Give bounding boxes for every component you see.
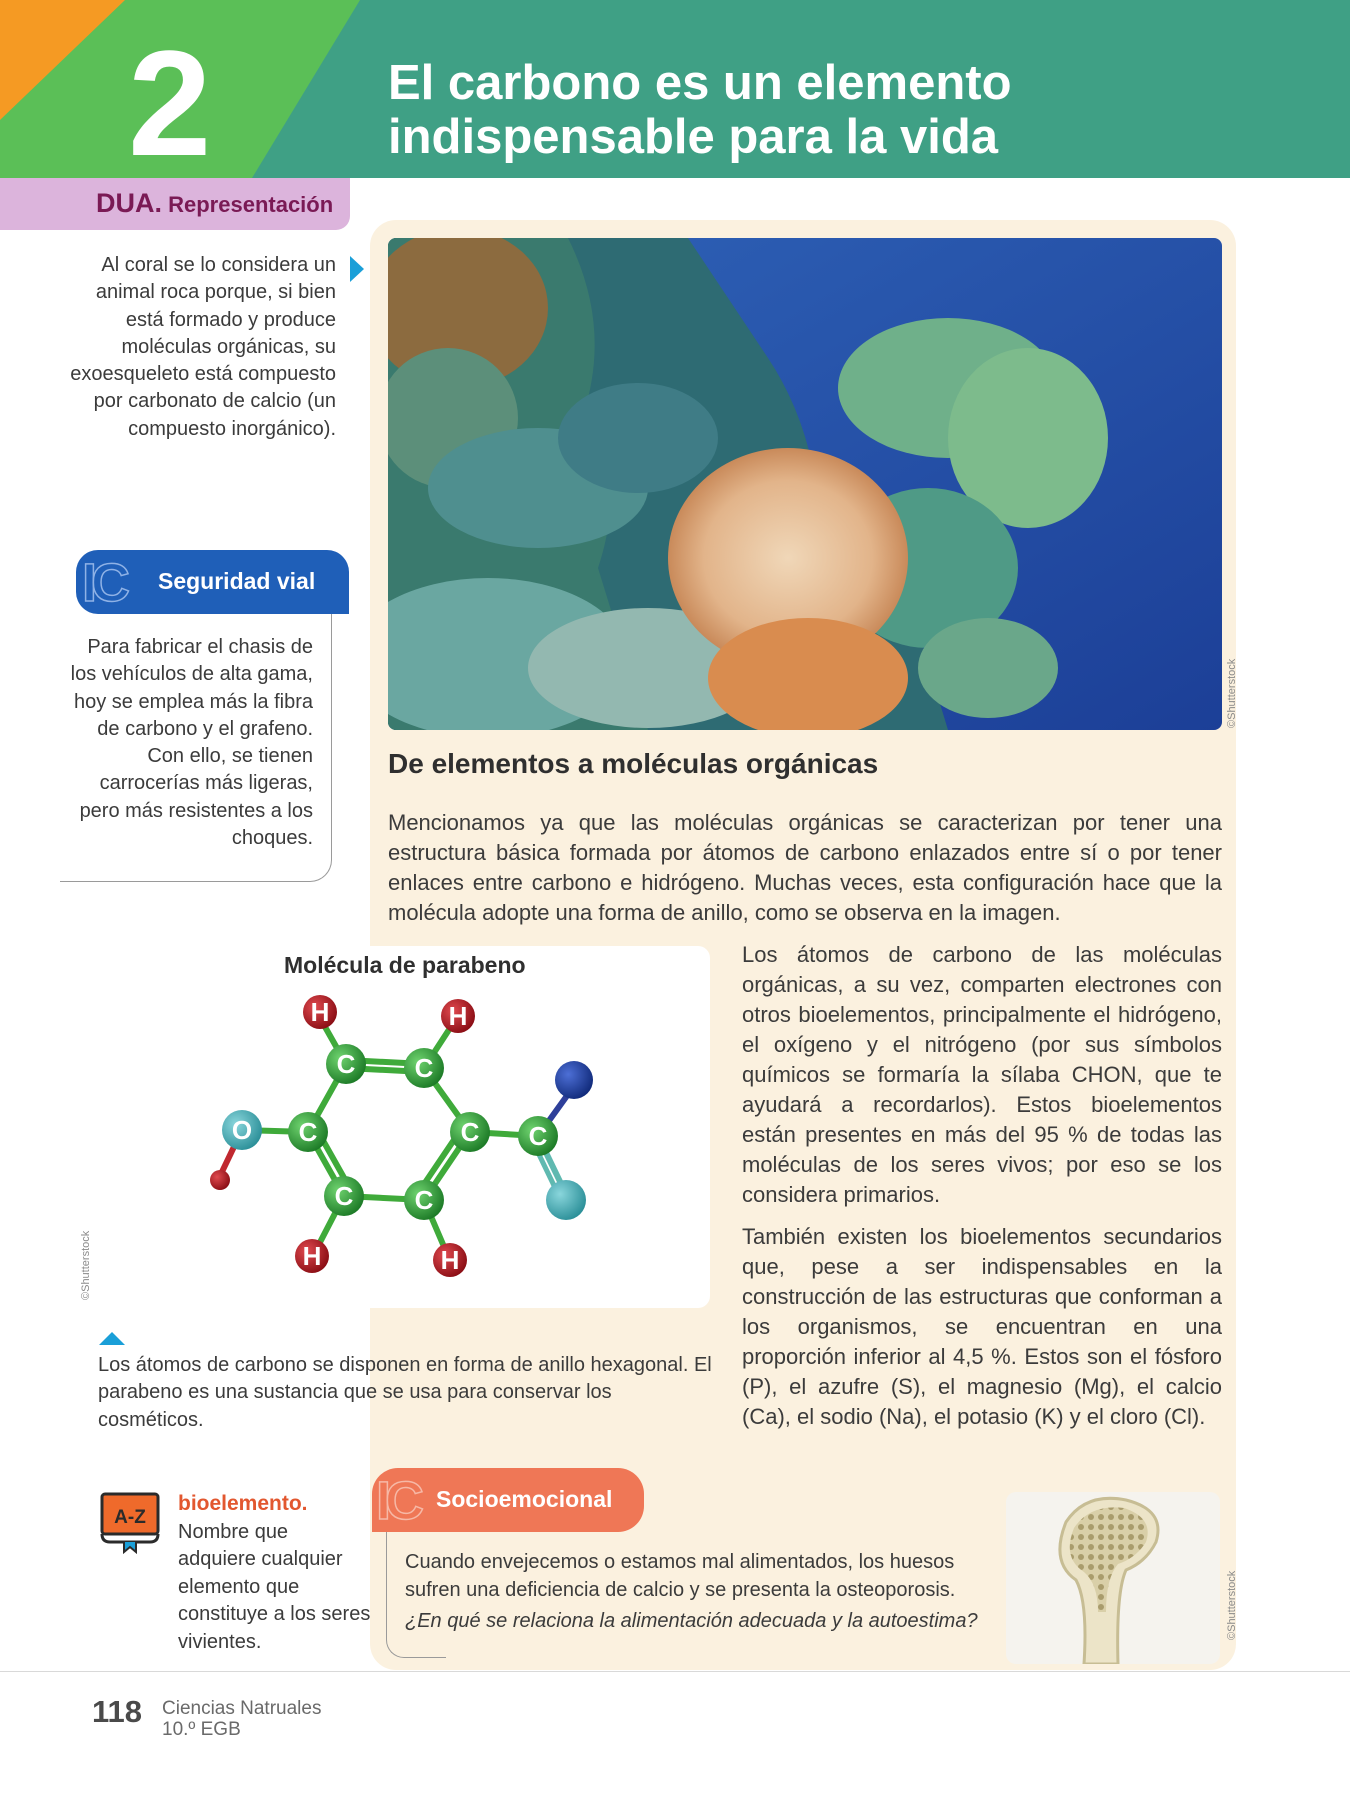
hydrogen-label: H bbox=[302, 1241, 322, 1271]
hydrogen-label: H bbox=[448, 1001, 468, 1031]
ic-logo-icon: IC bbox=[376, 1471, 418, 1531]
pointer-right-icon bbox=[350, 256, 364, 282]
ic-logo-icon: IC bbox=[82, 553, 124, 613]
oxygen-atom bbox=[546, 1180, 586, 1220]
paragraph-primary-bioelements: Los átomos de carbono de las moléculas orgánicas, a su vez, comparten electrones con otros bioelementos, principalmente el hidrógeno, el oxígeno y el nitrógeno (por sus símbolos químicos se formaría la sílaba CHON, que te ayudará a recordarlos). Estos bioelementos están presentes en más del 95 % de todas las moléculas de los seres vivos; por eso se los considera primarios. bbox=[742, 942, 1222, 1207]
chapter-title: El carbono es un elemento indispensable para la vida bbox=[388, 56, 1012, 164]
hydrogen-label: H bbox=[310, 997, 330, 1027]
paragraph-intro: Mencionamos ya que las moléculas orgánicas se caracterizan por tener una estructura básica formada por átomos de carbono enlazados entre sí o por tener enlaces entre carbono e hidrógeno. Muchas veces, esta configuración hace que la molécula adopte una forma de anillo, como se observa en la imagen. bbox=[388, 810, 1222, 925]
hydrogen-label: H bbox=[440, 1245, 460, 1275]
socioemocional-question: ¿En qué se relaciona la alimentación adecuada y la autoestima? bbox=[405, 1610, 978, 1632]
femur-bone-image bbox=[1006, 1492, 1220, 1664]
dua-tab-label: Representación bbox=[162, 192, 334, 217]
glossary-definition-line1: Nombre que bbox=[178, 1521, 289, 1543]
seguridad-vial-label: Seguridad vial bbox=[158, 568, 316, 594]
seguridad-vial-badge bbox=[76, 550, 349, 614]
dua-note: Al coral se lo considera un animal roca porque, si bien está formado y produce moléculas orgánicas, su exoesqueleto está compuesto por carbonato de calcio (un compuesto inorgánico). bbox=[70, 254, 336, 440]
footer-divider bbox=[0, 1671, 1350, 1672]
carbon-label: C bbox=[414, 1053, 434, 1083]
glossary-definition bbox=[98, 1492, 371, 1656]
carbon-label: C bbox=[336, 1049, 356, 1079]
glossary-definition-rest: adquiere cualquier elemento que constituye a los seres vivientes. bbox=[178, 1548, 371, 1653]
footer-subject bbox=[162, 1698, 321, 1740]
socioemocional-box bbox=[405, 1548, 985, 1635]
socioemocional-text: Cuando envejecemos o estamos mal alimentados, los huesos sufren una deficiencia de calcio y se presenta la osteoporosis. bbox=[405, 1551, 956, 1601]
coral-reef-photo bbox=[388, 238, 1222, 730]
pointer-up-icon bbox=[99, 1332, 125, 1345]
bone-photo bbox=[1006, 1492, 1220, 1664]
paraben-molecule-diagram bbox=[152, 980, 710, 1310]
dictionary-icon-text: A-Z bbox=[114, 1507, 146, 1528]
chapter-header bbox=[0, 0, 1350, 178]
socioemocional-badge bbox=[372, 1468, 644, 1532]
molecule-bonds bbox=[242, 1018, 538, 1256]
seguridad-vial-text: Para fabricar el chasis de los vehículos de alta gama, hoy se emplea más la fibra de carbono y el grafeno. Con ello, se tienen carrocerías más ligeras, pero más resistentes a los choques. bbox=[70, 636, 313, 850]
carbon-label: C bbox=[414, 1185, 434, 1215]
dua-tab bbox=[0, 178, 350, 230]
carbon-label: C bbox=[528, 1121, 548, 1151]
chapter-number: 2 bbox=[128, 19, 212, 178]
dua-tab-strong: DUA. bbox=[96, 188, 162, 218]
socioemocional-label: Socioemocional bbox=[436, 1486, 613, 1512]
molecule-title: Molécula de parabeno bbox=[284, 952, 526, 978]
nitrogen-atom bbox=[555, 1061, 593, 1099]
carbon-label: C bbox=[298, 1117, 318, 1147]
carbon-label: C bbox=[334, 1181, 354, 1211]
grade-level: 10.º EGB bbox=[162, 1719, 241, 1740]
molecule-caption: Los átomos de carbono se disponen en forma de anillo hexagonal. El parabeno es una sustancia que se usa para conservar los cosméticos. bbox=[98, 1354, 712, 1431]
carbon-label: C bbox=[460, 1117, 480, 1147]
glossary-term: bioelemento. bbox=[178, 1492, 308, 1515]
molecule-credit: ©Shutterstock bbox=[80, 1230, 92, 1300]
bone-credit: ©Shutterstock bbox=[1226, 1570, 1238, 1640]
oxygen-label: O bbox=[231, 1115, 253, 1145]
subject-name: Ciencias Natruales bbox=[162, 1698, 322, 1719]
page-number: 118 bbox=[92, 1694, 143, 1729]
small-hydrogen-atom bbox=[210, 1170, 230, 1190]
coral-reef-image bbox=[388, 238, 1222, 730]
paragraph-secondary-bioelements: También existen los bioelementos secundarios que, pese a ser indispensables en la construcción de las estructuras que conforman a los organismos, se encuentran en una proporción inferior al 4,5 %. Estos son el fósforo (P), el azufre (S), el magnesio (Mg), el calcio (Ca), el sodio (Na), el potasio (K) y el cloro (Cl). bbox=[742, 1224, 1222, 1429]
photo-credit: ©Shutterstock bbox=[1226, 658, 1238, 728]
section-title: De elementos a moléculas orgánicas bbox=[388, 748, 879, 779]
